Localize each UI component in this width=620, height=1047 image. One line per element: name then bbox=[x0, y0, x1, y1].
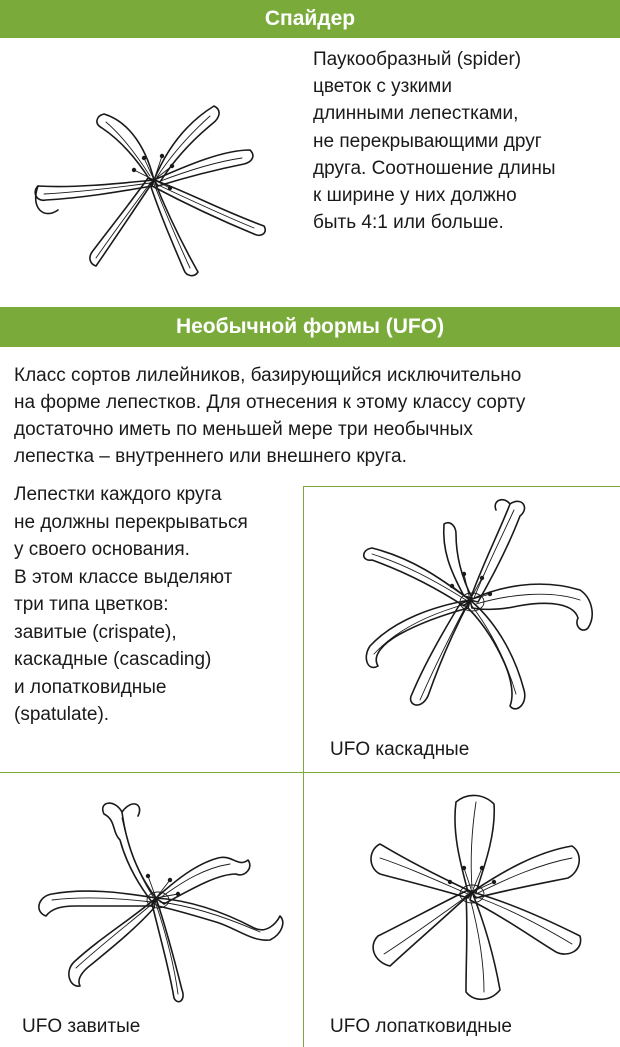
caption-ufo-cascading: UFO каскадные bbox=[330, 739, 470, 760]
grid-divider-top bbox=[303, 486, 620, 487]
section-title-ufo: Необычной формы (UFO) bbox=[0, 307, 620, 347]
spider-description-line: длинными лепестками, bbox=[313, 103, 519, 125]
ufo-detail-line: В этом классе выделяют bbox=[14, 566, 233, 588]
spider-description bbox=[313, 46, 613, 236]
ufo-intro-paragraph bbox=[14, 362, 614, 470]
ufo-detail-line: завитые (crispate), bbox=[14, 621, 177, 643]
grid-divider-middle bbox=[0, 772, 620, 773]
ufo-detail-line: три типа цветков: bbox=[14, 594, 169, 615]
ufo-intro-line: достаточно иметь по меньшей мере три необычных bbox=[14, 419, 473, 440]
ufo-detail-paragraph bbox=[14, 481, 299, 729]
ufo-intro-line: Класс сортов лилейников, базирующийся исключительно bbox=[14, 365, 522, 386]
ufo-detail-line: у своего основания. bbox=[14, 539, 190, 560]
caption-ufo-spatulate: UFO лопатковидные bbox=[330, 1016, 512, 1037]
spider-flower-drawing-icon bbox=[14, 52, 304, 292]
ufo-cascading-flower-drawing-icon bbox=[330, 490, 615, 735]
ufo-detail-line: не должны перекрываться bbox=[14, 511, 248, 533]
spider-description-line: быть 4:1 или больше. bbox=[313, 212, 504, 234]
spider-description-line: Паукообразный (spider) bbox=[313, 49, 522, 70]
ufo-spatulate-flower-drawing-icon bbox=[340, 780, 615, 1012]
ufo-detail-line: и лопатковидные bbox=[14, 676, 167, 698]
spider-description-line: к ширине у них должно bbox=[313, 185, 517, 207]
ufo-detail-line: каскадные (cascading) bbox=[14, 649, 212, 670]
spider-description-line: друга. Соотношение длины bbox=[313, 157, 556, 179]
ufo-detail-line: (spatulate). bbox=[14, 704, 110, 725]
ufo-detail-line: Лепестки каждого круга bbox=[14, 484, 222, 505]
spider-description-line: цветок с узкими bbox=[313, 76, 452, 98]
ufo-intro-line: лепестка – внутреннего или внешнего круга. bbox=[14, 446, 407, 467]
ufo-intro-line: на форме лепестков. Для отнесения к этому классу сорту bbox=[14, 392, 526, 413]
caption-ufo-crispate: UFO завитые bbox=[22, 1016, 141, 1037]
spider-description-line: не перекрывающими друг bbox=[313, 130, 542, 152]
grid-divider-vertical bbox=[303, 486, 304, 1047]
section-title-spider: Спайдер bbox=[0, 0, 620, 38]
ufo-crispate-flower-drawing-icon bbox=[16, 780, 296, 1012]
